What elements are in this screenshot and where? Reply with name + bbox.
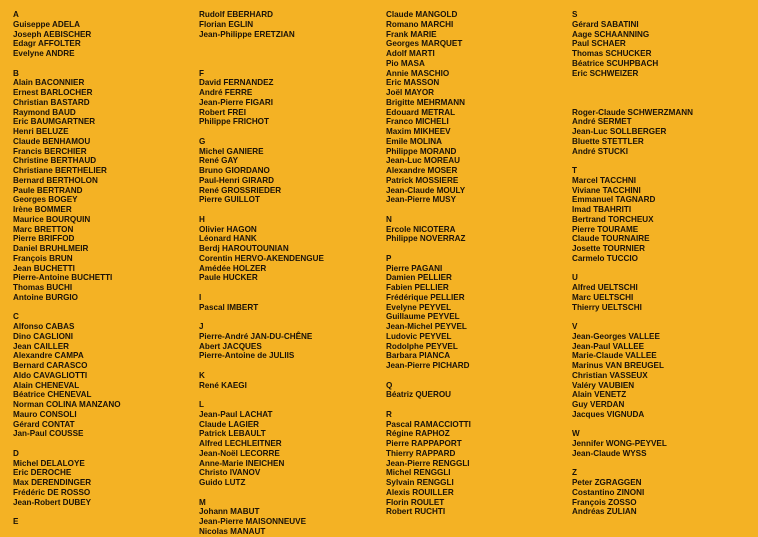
name-entry: Maurice BOURQUIN bbox=[13, 214, 91, 224]
name-entry: Claude MANGOLD bbox=[386, 10, 458, 19]
name-entry: René GAY bbox=[199, 156, 238, 166]
name-entry: Jean-Robert DUBEY bbox=[13, 497, 92, 507]
name-entry: Gérard CONTAT bbox=[13, 419, 75, 429]
name-column-1 bbox=[13, 10, 121, 527]
name-entry: Mauro CONSOLI bbox=[13, 409, 77, 419]
name-entry: Sylvain RENGGLI bbox=[386, 478, 454, 487]
name-entry: André FERRE bbox=[199, 88, 253, 97]
name-entry: Viviane TACCHINI bbox=[572, 185, 641, 195]
name-entry: Robert FREI bbox=[199, 107, 246, 117]
spacer bbox=[386, 371, 471, 381]
name-entry: Pierre PAGANI bbox=[386, 263, 443, 273]
name-entry: Anne-Marie INEICHEN bbox=[199, 458, 285, 468]
name-entry: Abert JACQUES bbox=[199, 341, 262, 351]
name-entry: Guido LUTZ bbox=[199, 478, 246, 487]
name-entry: Alexandre CAMPA bbox=[13, 351, 84, 361]
name-entry: Marie-Claude VALLEE bbox=[572, 351, 657, 361]
name-entry: Jean-Claude MOULY bbox=[386, 185, 466, 195]
name-entry: Frédéric DE ROSSO bbox=[13, 487, 91, 497]
name-entry: Pierre TOURAME bbox=[572, 224, 639, 234]
name-entry: Jean-Claude WYSS bbox=[572, 448, 647, 458]
name-entry: Alain BACONNIER bbox=[13, 78, 85, 88]
name-entry: Eric BAUMGARTNER bbox=[13, 117, 96, 127]
name-entry: Marc UELTSCHI bbox=[572, 292, 634, 302]
name-entry: Jean-Pierre MUSY bbox=[386, 195, 456, 205]
name-entry: Jean CAILLER bbox=[13, 341, 69, 351]
section-letter: A bbox=[13, 10, 19, 19]
name-entry: Paul-Henri GIRARD bbox=[199, 175, 274, 185]
name-entry: Michel GANIERE bbox=[199, 146, 264, 156]
name-entry: François BRUN bbox=[13, 253, 73, 263]
name-entry: Pierre GUILLOT bbox=[199, 195, 260, 205]
name-entry: André STUCKI bbox=[572, 146, 628, 156]
name-entry: Jean-Pierre MAISONNEUVE bbox=[199, 517, 307, 526]
name-entry: Georges BOGEY bbox=[13, 195, 78, 205]
name-entry: Christian BASTARD bbox=[13, 97, 90, 107]
name-entry: Claude TOURNAIRE bbox=[572, 234, 650, 244]
name-entry: Romano MARCHI bbox=[386, 19, 454, 29]
name-entry: Johann MABUT bbox=[199, 507, 260, 517]
name-entry: Alexandre MOSER bbox=[386, 166, 458, 175]
name-entry: Ercole NICOTERA bbox=[386, 224, 456, 234]
name-entry: Léonard HANK bbox=[199, 234, 257, 244]
section-letter: E bbox=[13, 517, 19, 526]
section-letter: M bbox=[199, 497, 206, 507]
name-entry: André SERMET bbox=[572, 117, 632, 127]
name-entry: Guy VERDAN bbox=[572, 400, 625, 409]
spacer bbox=[386, 400, 471, 410]
name-entry: Aage SCHAANNING bbox=[572, 29, 650, 39]
section-letter: P bbox=[386, 253, 392, 263]
section-letter: L bbox=[199, 400, 204, 409]
name-entry: Eric SCHWEIZER bbox=[572, 68, 639, 78]
name-entry: Edouard METRAL bbox=[386, 107, 456, 117]
spacer bbox=[572, 420, 693, 430]
name-entry: Jan-Paul COUSSE bbox=[13, 429, 84, 439]
section-letter: Z bbox=[572, 468, 577, 478]
name-entry: Alfonso CABAS bbox=[13, 322, 75, 331]
name-entry: Béatrice CHENEVAL bbox=[13, 390, 92, 400]
name-entry: Pierre-Antoine BUCHETTI bbox=[13, 273, 113, 283]
name-entry: Annie MASCHIO bbox=[386, 68, 450, 78]
name-entry: Alain CHENEVAL bbox=[13, 380, 80, 390]
name-entry: Francis BERCHIER bbox=[13, 146, 87, 156]
section-letter: V bbox=[572, 322, 578, 331]
name-entry: Eric MASSON bbox=[386, 78, 440, 88]
section-letter: H bbox=[199, 214, 205, 224]
name-entry: Marc BRETTON bbox=[13, 224, 74, 234]
name-entry: Frédérique PELLIER bbox=[386, 292, 465, 302]
name-entry: Joël MAYOR bbox=[386, 88, 435, 97]
name-entry: Béatriz QUEROU bbox=[386, 390, 452, 400]
name-entry: Bruno GIORDANO bbox=[199, 166, 270, 175]
name-entry: Philippe MORAND bbox=[386, 146, 457, 156]
name-entry: Antoine BURGIO bbox=[13, 292, 78, 302]
section-letter: S bbox=[572, 10, 578, 19]
name-entry: Claude BENHAMOU bbox=[13, 136, 91, 146]
name-entry: Patrick MOSSIERE bbox=[386, 175, 459, 185]
name-entry: Edagr AFFOLTER bbox=[13, 39, 81, 49]
name-entry: Eric DEROCHE bbox=[13, 468, 72, 478]
name-entry: Georges MARQUET bbox=[386, 39, 463, 49]
name-entry: Irène BOMMER bbox=[13, 205, 72, 214]
spacer bbox=[572, 459, 693, 469]
name-entry: Jean-Luc SOLLBERGER bbox=[572, 127, 667, 136]
name-entry: Emmanuel TAGNARD bbox=[572, 195, 656, 205]
name-entry: Jean-Pierre PICHARD bbox=[386, 361, 470, 370]
spacer bbox=[13, 439, 121, 449]
name-entry: Franco MICHELI bbox=[386, 117, 449, 127]
name-entry: Jean-Georges VALLEE bbox=[572, 331, 660, 341]
spacer bbox=[13, 59, 121, 69]
name-entry: Claude LAGIER bbox=[199, 419, 260, 429]
name-entry: Guiseppe ADELA bbox=[13, 19, 80, 29]
name-entry: Andréas ZULIAN bbox=[572, 507, 637, 517]
name-entry: Fabien PELLIER bbox=[386, 283, 449, 292]
name-entry: Costantino ZINONI bbox=[572, 487, 645, 497]
spacer bbox=[572, 264, 693, 274]
name-entry: Pierre RAPPAPORT bbox=[386, 439, 462, 448]
name-entry: Bertrand TORCHEUX bbox=[572, 214, 654, 224]
name-entry: Jean-Philippe ERETZIAN bbox=[199, 29, 295, 39]
section-letter: N bbox=[386, 214, 392, 224]
section-letter: Q bbox=[386, 380, 393, 390]
section-letter: C bbox=[13, 312, 19, 322]
name-entry: Christine BERTHAUD bbox=[13, 156, 97, 166]
name-entry: Béatrice SCUHPBACH bbox=[572, 58, 659, 68]
section-letter: U bbox=[572, 273, 578, 283]
name-entry: Alfred UELTSCHI bbox=[572, 283, 638, 292]
spacer bbox=[199, 39, 324, 49]
name-entry: Ernest BARLOCHER bbox=[13, 88, 93, 97]
name-entry: Jacques VIGNUDA bbox=[572, 409, 645, 419]
name-entry: Thomas BUCHI bbox=[13, 283, 73, 292]
name-entry: Thomas SCHUCKER bbox=[572, 49, 652, 58]
name-entry: Paule BERTRAND bbox=[13, 185, 83, 195]
section-letter: K bbox=[199, 370, 205, 380]
name-entry: Patrick LEBAULT bbox=[199, 429, 266, 439]
name-entry: Daniel BRUHLMEIR bbox=[13, 244, 89, 253]
name-entry: Norman COLINA MANZANO bbox=[13, 400, 121, 409]
name-entry: Florin ROULET bbox=[386, 497, 445, 507]
section-letter: I bbox=[199, 292, 202, 302]
spacer bbox=[572, 156, 693, 166]
name-entry: Barbara PIANCA bbox=[386, 351, 451, 361]
name-entry: Aldo CAVAGLIOTTI bbox=[13, 370, 88, 380]
name-entry: Rodolphe PEYVEL bbox=[386, 341, 458, 351]
name-entry: Pio MASA bbox=[386, 58, 425, 68]
name-entry: François ZOSSO bbox=[572, 497, 637, 507]
name-entry: Joseph AEBISCHER bbox=[13, 29, 92, 39]
section-letter: B bbox=[13, 68, 19, 78]
name-entry: Guillaume PEYVEL bbox=[386, 312, 460, 322]
name-entry: Michel DELALOYE bbox=[13, 458, 85, 468]
name-entry: Jean BUCHETTI bbox=[13, 263, 75, 273]
name-entry: Roger-Claude SCHWERZMANN bbox=[572, 107, 693, 117]
name-entry: Corentin HERVO-AKENDENGUE bbox=[199, 253, 324, 263]
spacer bbox=[199, 127, 324, 137]
section-letter: D bbox=[13, 448, 19, 458]
name-column-4 bbox=[572, 10, 693, 517]
section-letter: G bbox=[199, 136, 206, 146]
name-entry: Brigitte MEHRMANN bbox=[386, 97, 465, 107]
name-entry: Raymond BAUD bbox=[13, 107, 76, 117]
name-entry: Robert RUCHTI bbox=[386, 507, 446, 517]
name-entry: Gérard SABATINI bbox=[572, 19, 639, 29]
spacer bbox=[199, 49, 324, 59]
name-entry: Philippe NOVERRAZ bbox=[386, 234, 466, 244]
name-entry: René GROSSRIEDER bbox=[199, 185, 282, 195]
name-entry: Evelyne PEYVEL bbox=[386, 302, 452, 312]
name-entry: Olivier HAGON bbox=[199, 224, 257, 234]
name-entry: Emile MOLINA bbox=[386, 136, 442, 146]
name-entry: Ludovic PEYVEL bbox=[386, 331, 452, 341]
name-entry: Maxim MIKHEEV bbox=[386, 127, 451, 136]
spacer bbox=[199, 488, 324, 498]
name-entry: Nicolas MANAUT bbox=[199, 526, 266, 536]
name-entry: Alfred LECHLEITNER bbox=[199, 439, 282, 448]
spacer bbox=[572, 98, 693, 108]
spacer bbox=[199, 312, 324, 322]
name-entry: Thierry UELTSCHI bbox=[572, 302, 642, 312]
name-entry: Christian VASSEUX bbox=[572, 370, 648, 380]
name-entry: Jean-Paul VALLEE bbox=[572, 341, 645, 351]
name-entry: Jennifer WONG-PEYVEL bbox=[572, 439, 667, 448]
spacer bbox=[13, 507, 121, 517]
name-entry: Marcel TACCHNI bbox=[572, 175, 636, 185]
name-entry: Rudolf EBERHARD bbox=[199, 10, 274, 19]
section-letter: T bbox=[572, 166, 577, 175]
section-letter: J bbox=[199, 322, 204, 331]
name-entry: Evelyne ANDRE bbox=[13, 49, 75, 58]
name-entry: Pascal IMBERT bbox=[199, 302, 259, 312]
name-entry: Paul SCHAER bbox=[572, 39, 626, 49]
name-entry: Christiane BERTHELIER bbox=[13, 166, 107, 175]
name-entry: Frank MARIE bbox=[386, 29, 437, 39]
name-entry: Pierre BRIFFOD bbox=[13, 234, 75, 244]
name-column-3 bbox=[386, 10, 471, 517]
name-entry: Bernard CARASCO bbox=[13, 361, 88, 370]
spacer bbox=[572, 312, 693, 322]
name-entry: Jean-Pierre RENGGLI bbox=[386, 458, 470, 468]
name-entry: Dino CAGLIONI bbox=[13, 331, 74, 341]
name-entry: Adolf MARTI bbox=[386, 49, 435, 58]
name-entry: Florian EGLIN bbox=[199, 19, 254, 29]
name-column-2 bbox=[199, 10, 324, 537]
name-entry: Paule HUCKER bbox=[199, 273, 258, 283]
spacer bbox=[572, 78, 693, 88]
name-entry: Marinus VAN BREUGEL bbox=[572, 361, 664, 370]
name-entry: Pierre-Antoine de JULIIS bbox=[199, 351, 295, 361]
name-entry: Michel RENGGLI bbox=[386, 468, 451, 478]
name-entry: Pierre-André JAN-DU-CHÊNE bbox=[199, 331, 313, 341]
name-entry: Valéry VAUBIEN bbox=[572, 380, 635, 390]
name-entry: Alexis ROUILLER bbox=[386, 487, 454, 497]
name-entry: Bluette STETTLER bbox=[572, 136, 644, 146]
name-entry: Régine RAPHOZ bbox=[386, 429, 450, 439]
spacer bbox=[13, 303, 121, 313]
section-letter: W bbox=[572, 429, 580, 439]
spacer bbox=[199, 59, 324, 69]
name-entry: Jean-Luc MOREAU bbox=[386, 156, 461, 166]
name-entry: Pascal RAMACCIOTTI bbox=[386, 419, 471, 429]
name-entry: Damien PELLIER bbox=[386, 273, 452, 283]
name-entry: Christo IVANOV bbox=[199, 468, 261, 478]
name-entry: Bernard BERTHOLON bbox=[13, 175, 98, 185]
name-entry: Peter ZGRAGGEN bbox=[572, 478, 642, 487]
name-entry: Imad TBAHRITI bbox=[572, 205, 632, 214]
name-entry: Amédée HOLZER bbox=[199, 263, 267, 273]
section-letter: R bbox=[386, 409, 392, 419]
name-entry: René KAEGI bbox=[199, 380, 247, 390]
name-entry: Berdj HAROUTOUNIAN bbox=[199, 244, 289, 253]
name-entry: Alain VENETZ bbox=[572, 390, 627, 400]
name-entry: Max DERENDINGER bbox=[13, 478, 92, 487]
spacer bbox=[572, 88, 693, 98]
spacer bbox=[386, 205, 471, 215]
name-entry: Henri BELUZE bbox=[13, 127, 69, 136]
spacer bbox=[199, 361, 324, 371]
name-entry: Jean-Michel PEYVEL bbox=[386, 322, 467, 331]
name-entry: David FERNANDEZ bbox=[199, 78, 274, 88]
name-entry: Jean-Noël LECORRE bbox=[199, 448, 280, 458]
name-entry: Jean-Paul LACHAT bbox=[199, 409, 273, 419]
section-letter: F bbox=[199, 68, 204, 78]
spacer bbox=[199, 390, 324, 400]
name-entry: Thierry RAPPARD bbox=[386, 448, 456, 458]
spacer bbox=[386, 244, 471, 254]
name-entry: Philippe FRICHOT bbox=[199, 117, 269, 127]
name-entry: Josette TOURNIER bbox=[572, 244, 645, 253]
name-entry: Carmelo TUCCIO bbox=[572, 253, 638, 263]
name-entry: Jean-Pierre FIGARI bbox=[199, 97, 274, 107]
spacer bbox=[199, 205, 324, 215]
spacer bbox=[199, 283, 324, 293]
